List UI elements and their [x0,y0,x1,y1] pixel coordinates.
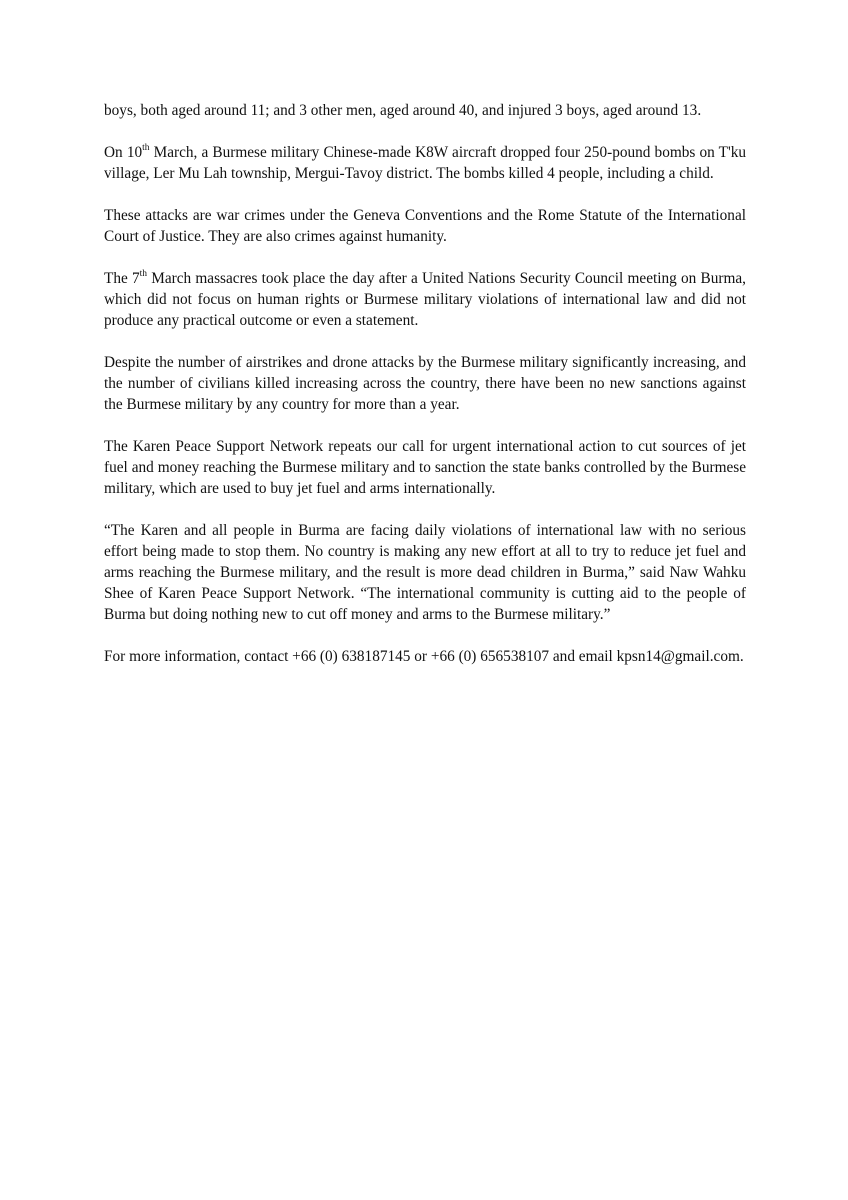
paragraph-no-sanctions: Despite the number of airstrikes and drone attacks by the Burmese military significantly increasing, and the number of civilians killed increasing across the country, there have been no new sanctions against the Burmese military by any country for more than a year. [104,354,746,413]
paragraph-casualties-continued: boys, both aged around 11; and 3 other men, aged around 40, and injured 3 boys, aged around 13. [104,102,702,119]
paragraph-un-security-council [104,268,746,331]
paragraph-call-for-action: The Karen Peace Support Network repeats our call for urgent international action to cut sources of jet fuel and money reaching the Burmese military and to sanction the state banks controlled by the Burmese military, which are used to buy jet fuel and arms internationally. [104,438,746,497]
paragraph-tku-bombing [104,142,746,184]
ordinal-suffix: th [142,142,150,153]
document-body [104,100,746,688]
paragraph-tku-bombing-start: On 10 [104,144,143,161]
paragraph-contact-info: For more information, contact +66 (0) 638187145 or +66 (0) 656538107 and email kpsn14@gmail.com. [104,648,744,665]
paragraph-tku-bombing-rest: March, a Burmese military Chinese-made K8W aircraft dropped four 250-pound bombs on T'ku village, Ler Mu Lah township, Mergui-Tavoy district. The bombs killed 4 people, including a child. [104,144,747,182]
paragraph-quote: “The Karen and all people in Burma are facing daily violations of international law with no serious effort being made to stop them. No country is making any new effort at all to try to reduce jet fuel and arms reaching the Burmese military, and the result is more dead children in Burma,” said Naw Wahku Shee of Karen Peace Support Network. “The international community is cutting aid to the people of Burma but doing nothing new to cut off money and arms to the Burmese military.” [104,522,746,623]
ordinal-suffix: th [139,268,148,279]
paragraph-war-crimes: These attacks are war crimes under the Geneva Conventions and the Rome Statute of the International Court of Justice. They are also crimes against humanity. [104,207,746,245]
paragraph-un-rest: March massacres took place the day after a United Nations Security Council meeting on Burma, which did not focus on human rights or Burmese military violations of international law and did not produce any practical outcome or even a statement. [104,270,746,329]
paragraph-un-start: The 7 [104,270,140,287]
